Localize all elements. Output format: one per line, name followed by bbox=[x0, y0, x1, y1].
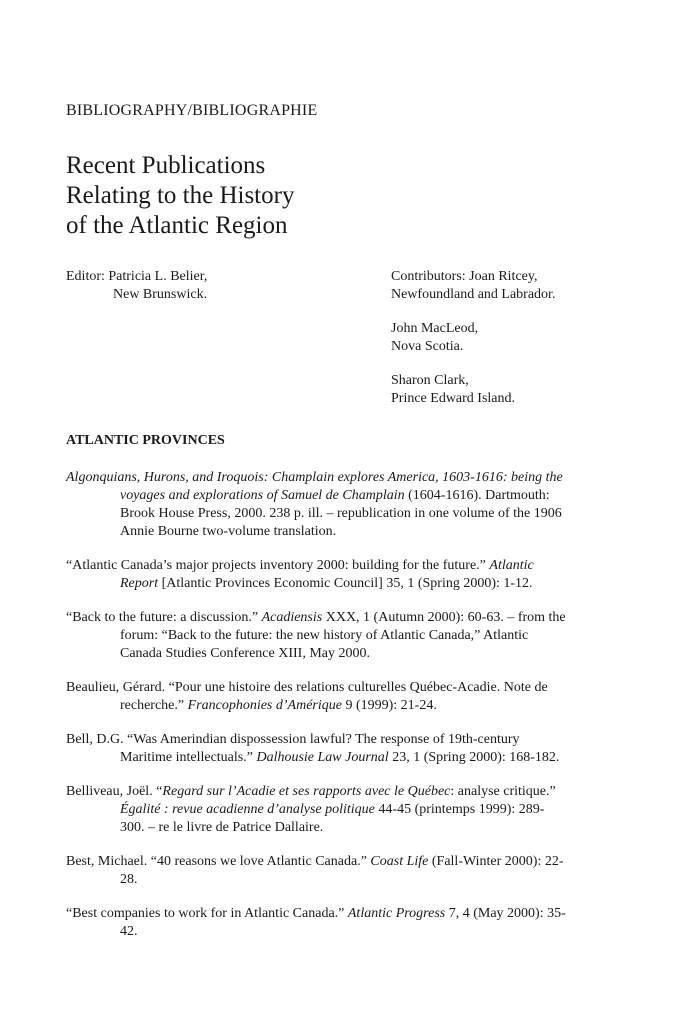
entry-text: 9 (1999): 21-24. bbox=[341, 698, 437, 713]
entry-italic-text: Atlantic Progress bbox=[347, 906, 446, 921]
section-kicker: BIBLIOGRAPHY/BIBLIOGRAPHIE bbox=[66, 102, 318, 119]
editor-credit bbox=[66, 268, 207, 304]
entry-text: “Best companies to work for in Atlantic Canada.” bbox=[66, 906, 348, 921]
entry-text: Belliveau, Joël. “ bbox=[66, 784, 163, 799]
contributors-block bbox=[391, 268, 555, 424]
contributor-region: Nova Scotia. bbox=[391, 339, 464, 354]
bibliography-entry bbox=[66, 557, 566, 593]
contributor-name: Sharon Clark, bbox=[391, 373, 469, 388]
entry-text: (Fall-Winter 2000): 22-28. bbox=[120, 854, 564, 887]
contributor-name: Contributors: Joan Ritcey, bbox=[391, 269, 538, 284]
entry-italic-text: Égalité : revue acadienne d’analyse politique bbox=[120, 802, 375, 817]
page-title bbox=[66, 151, 294, 241]
editor-region: New Brunswick. bbox=[113, 287, 208, 302]
bibliography-entry bbox=[66, 783, 566, 837]
entry-text: : analyse critique.” bbox=[450, 784, 556, 799]
title-line: Recent Publications bbox=[66, 152, 266, 179]
entry-text: [Atlantic Provinces Economic Council] 35, 1 (Spring 2000): 1-12. bbox=[158, 576, 533, 591]
entry-italic-text: Acadiensis bbox=[261, 610, 323, 625]
bibliography-entry bbox=[66, 853, 566, 889]
bibliography-entry bbox=[66, 469, 566, 541]
contributor bbox=[391, 372, 555, 408]
entry-text: Best, Michael. “40 reasons we love Atlantic Canada.” bbox=[66, 854, 371, 869]
bibliography-entry bbox=[66, 731, 566, 767]
bibliography-list bbox=[66, 469, 566, 957]
contributor-name: John MacLeod, bbox=[391, 321, 479, 336]
contributor-region: Prince Edward Island. bbox=[391, 391, 516, 406]
entry-text: Beaulieu, Gérard. “Pour une histoire des relations culturelles Québec-Acadie. Note de recherche.” bbox=[66, 680, 548, 713]
entry-italic-text: Dalhousie Law Journal bbox=[256, 750, 389, 765]
bibliography-entry bbox=[66, 679, 566, 715]
entry-italic-text: Algonquians, Hurons, and Iroquois: Champlain explores America, 1603-1616: being the voyages and explorations of Samuel de Champlain bbox=[66, 470, 563, 503]
contributor-region: Newfoundland and Labrador. bbox=[391, 287, 556, 302]
title-line: of the Atlantic Region bbox=[66, 212, 288, 239]
entry-text: 44-45 (printemps 1999): 289-300. – re le livre de Patrice Dallaire. bbox=[120, 802, 545, 835]
title-line: Relating to the History bbox=[66, 182, 295, 209]
editor-name: Editor: Patricia L. Belier, bbox=[66, 269, 208, 284]
bibliography-entry bbox=[66, 609, 566, 663]
bibliography-entry bbox=[66, 905, 566, 941]
section-heading: ATLANTIC PROVINCES bbox=[66, 433, 225, 448]
entry-text: XXX, 1 (Autumn 2000): 60-63. – from the forum: “Back to the future: the new history of Atlantic Canada,” Atlantic Canada Studies Conference XIII, May 2000. bbox=[120, 610, 566, 661]
entry-italic-text: Regard sur l’Acadie et ses rapports avec le Québec bbox=[162, 784, 451, 799]
entry-text: 7, 4 (May 2000): 35-42. bbox=[120, 906, 566, 939]
entry-text: 23, 1 (Spring 2000): 168-182. bbox=[388, 750, 560, 765]
entry-text: (1604-1616). Dartmouth: Brook House Press, 2000. 238 p. ill. – republication in one volume of the 1906 Annie Bourne two-volume translation. bbox=[120, 488, 562, 539]
contributor bbox=[391, 268, 555, 304]
entry-text: “Atlantic Canada’s major projects inventory 2000: building for the future.” bbox=[66, 558, 490, 573]
entry-text: Bell, D.G. “Was Amerindian dispossession lawful? The response of 19th-century Maritime intellectuals.” bbox=[66, 732, 520, 765]
entry-italic-text: Coast Life bbox=[370, 854, 429, 869]
entry-italic-text: Francophonies d’Amérique bbox=[187, 698, 342, 713]
entry-text: “Back to the future: a discussion.” bbox=[66, 610, 262, 625]
entry-italic-text: Atlantic Report bbox=[120, 558, 534, 591]
contributor bbox=[391, 320, 555, 356]
